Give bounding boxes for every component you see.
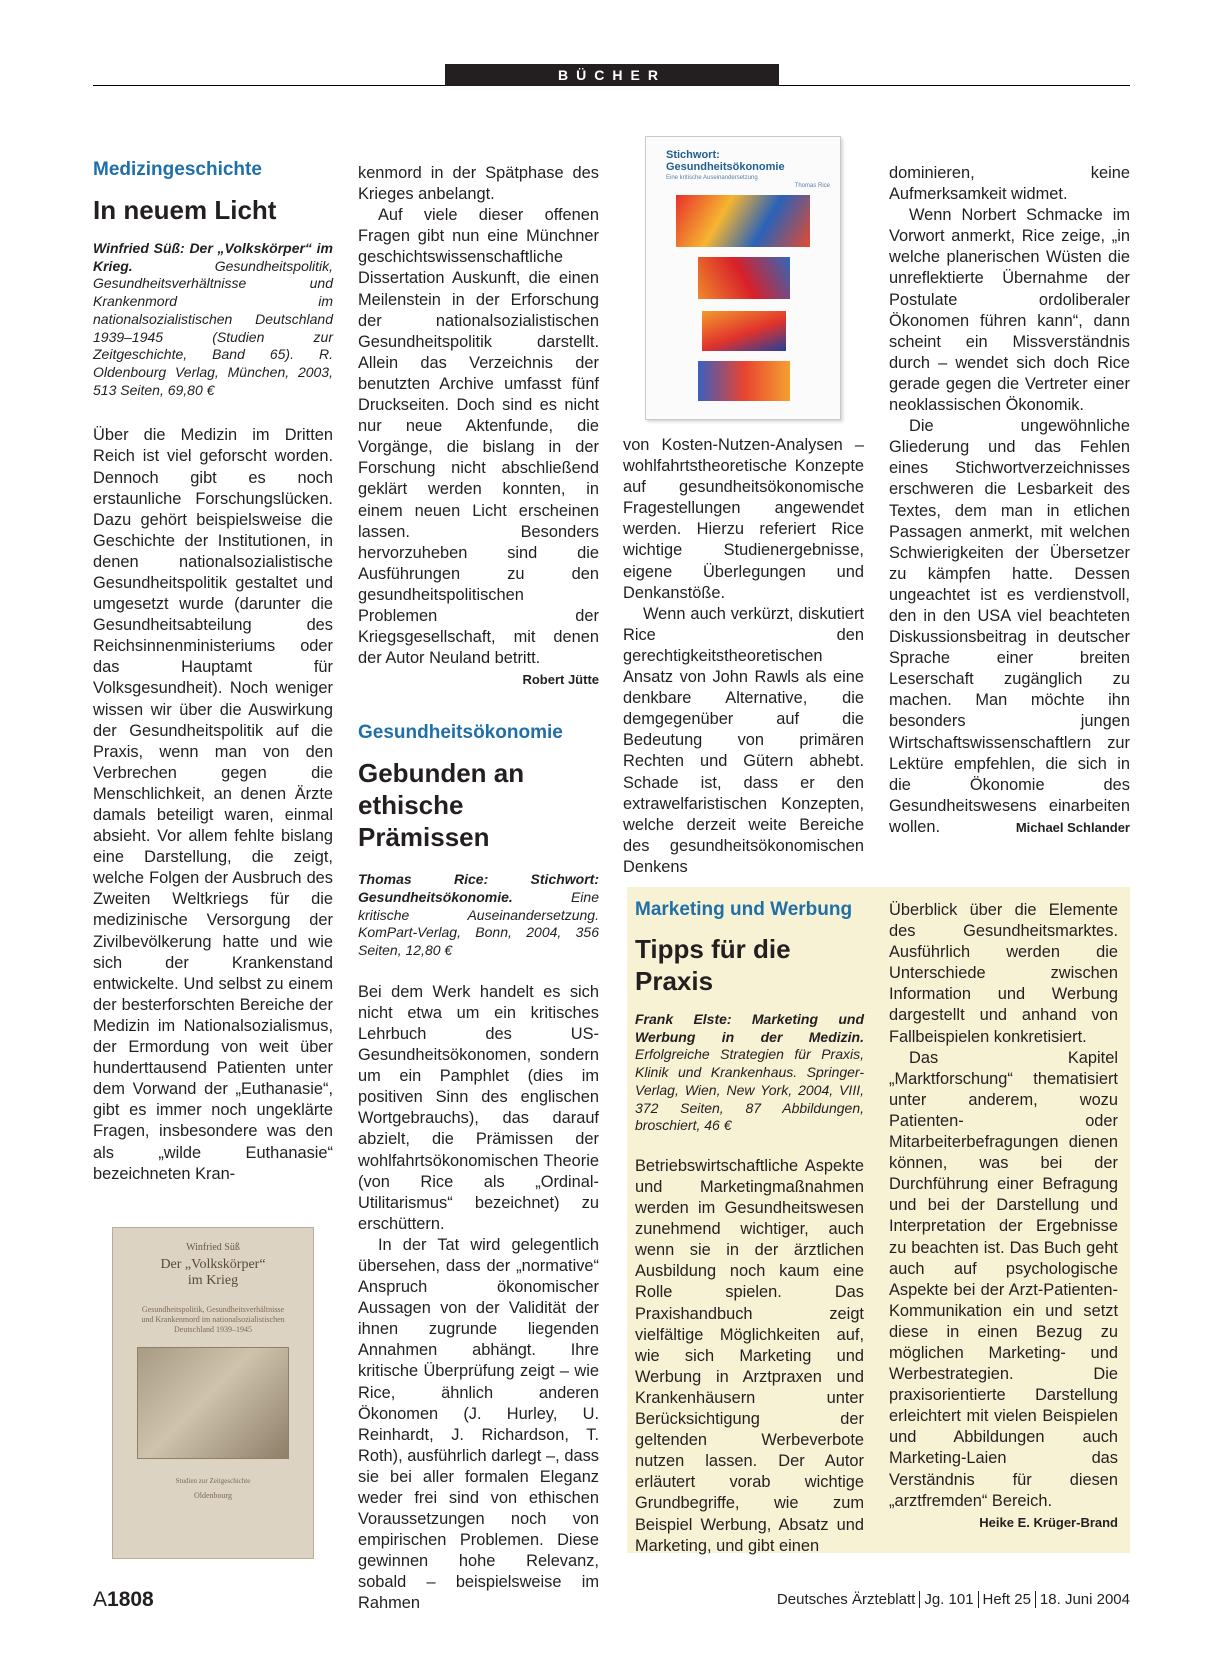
cover-author: Winfried Süß xyxy=(186,1242,240,1253)
cover-artwork-1 xyxy=(676,195,810,247)
book-reference xyxy=(93,240,333,399)
book-cover-image xyxy=(645,136,841,420)
article-medizingeschichte xyxy=(93,158,333,1185)
journal-volume: Jg. 101 xyxy=(924,1591,974,1608)
book-reference xyxy=(635,1011,864,1135)
article-kicker: Marketing und Werbung xyxy=(635,899,853,920)
article-paragraph: Über die Medizin im Dritten Reich ist viel geforscht worden. Dennoch gibt es noch erstaunliche Forschungslücken. Dazu gehört beispielsweise die Geschichte der Institutionen, in denen nationalsozialistische Gesundheitspolitik gestaltet und umgesetzt wurde (darunter die Gesundheitsabteilung des Reichsinnenministeriums oder das Hauptamt für Volksgesundheit). Noch weniger wissen wir über die Auswirkung der Gesundheitspolitik auf die Praxis, wenn man von den Verbrechen gegen die Menschlichkeit, an denen Ärzte damals beteiligt waren, einmal absieht. Vor allem fehlte bislang eine Darstellung, die zeigt, welche Folgen der Ausbruch des Zweiten Weltkriegs für die medizinische Versorgung der Zivilbevölkerung hatte und wie sich der Krankenstand entwickelte. Und selbst zu einem der besterforschten Bereiche der Medizin im Nationalsozialismus, der Ermordung von weit über hunderttausend Patienten unter dem Vorwand der „Euthanasie“, gibt es immer noch ungeklärte Fragen, insbesondere was den als „wilde Euthanasie“ bezeichneten Kran- xyxy=(93,426,333,1183)
cover-subtitle: Gesundheitspolitik, Gesundheitsverhältnisse und Krankenmord im nationalsozialistischen Deutschland 1939–1945 xyxy=(141,1305,285,1334)
article-paragraph: Überblick über die Elemente des Gesundheitsmarktes. Ausführlich werden die Unterschiede zwischen Information und Werbung dargestellt und anhand von Fallbeispielen konkretisiert. xyxy=(889,901,1118,1046)
book-author-title: Thomas Rice: Stichwort: Gesundheitsökonomie. xyxy=(358,871,599,905)
cover-artwork-2 xyxy=(698,257,790,299)
cover-title-line2: im Krieg xyxy=(187,1273,239,1288)
article-paragraph: Betriebswirtschaftliche Aspekte und Marketingmaßnahmen werden im Gesundheitswesen zunehmend wichtiger, auch wenn sie in der ärztlichen Ausbildung noch kaum eine Rolle spielen. Das Praxishandbuch zeigt vielfältige Möglichkeiten auf, wie sich Marketing und Werbung in Arztpraxen und Krankenhäusern unter Berücksichtigung der geltenden Werbeverbote nutzen lassen. Der Autor erläutert vorab wichtige Grundbegriffe, wie zum Beispiel Werbung, Absatz und Marketing, und gibt einen xyxy=(635,1156,864,1555)
cover-title-line2: Gesundheitsökonomie xyxy=(666,161,785,173)
page-number xyxy=(93,1588,154,1612)
marketing-column-2 xyxy=(889,900,1118,1533)
cover-author: Thomas Rice xyxy=(794,183,830,189)
article-author: Michael Schlander xyxy=(1015,819,1130,835)
paragraph-text: Die ungewöhnliche Gliederung und das Fehlen eines Stichwortverzeichnisses erschweren die Lesbarkeit des Textes, dem man in etlichen Passagen anmerkt, mit welchen Schwierigkeiten der Übersetzer zu kämpfen hatte. Dessen ungeachtet ist es verdienstvoll, den in den USA viel beachteten Diskussionsbeitrag in deutscher Sprache einer breiten Leserschaft zugänglich zu machen. Man möchte ihn besonders jungen Wirtschaftswissenschaftlern zur Lektüre empfehlen, die sich in die Ökonomie des Gesundheitswesens einarbeiten wollen. xyxy=(889,417,1130,836)
cover-series: Studien zur Zeitgeschichte xyxy=(175,1477,251,1485)
article-author: Heike E. Krüger-Brand xyxy=(979,1514,1118,1530)
book-author-title: Winfried Süß: Der „Volkskörper“ im Krieg. xyxy=(93,240,333,274)
column-4 xyxy=(889,163,1130,838)
column-2 xyxy=(358,163,599,1615)
section-label: BÜCHER xyxy=(445,64,779,86)
article-paragraph: kenmord in der Spätphase des Krieges anbelangt. xyxy=(358,164,599,204)
book-details: Gesundheitspolitik, Gesundheitsverhältnisse und Krankenmord im nationalsozialistischen Deutschland 1939–1945 (Studien zur Zeitgeschichte, Band 65). R. Oldenbourg Verlag, München, 2003, 513 Seiten, 69,80 € xyxy=(93,257,333,398)
cover-title-line1: Der „Volkskörper“ xyxy=(160,1257,266,1272)
article-marketing xyxy=(635,898,864,1557)
article-paragraph: Bei dem Werk handelt es sich nicht etwa um ein kritisches Lehrbuch des US-Gesundheitsökonomen, sondern um ein Pamphlet (dies im positiven Sinn des englischen Wortgebrauchs), das darauf abzielt, die Prämissen der wohlfahrtsökonomischen Theorie (von Rice als „Ordinal-Utilitarismus“ bezeichnet) zu erschüttern. xyxy=(358,982,599,1233)
journal-date: 18. Juni 2004 xyxy=(1039,1591,1130,1608)
paragraph-text: Auf viele dieser offenen Fragen gibt nun eine Münchner geschichtswissenschaftliche Dissertation Auskunft, die einen Meilenstein in der Erforschung der nationalsozialistischen Gesundheitspolitik darstellt. Allein das Verzeichnis der benutzten Archive umfasst fünf Druckseiten. Doch sind es nicht nur neue Aktenfunde, die Vorgänge, die bislang in der Forschung nicht abschließend geklärt werden konnten, in einem neuen Licht erscheinen lassen. Besonders hervorzuheben sind die Ausführungen zu den gesundheitspolitischen Problemen der Kriegsgesellschaft, mit denen der Autor Neuland betritt. xyxy=(358,206,599,668)
journal-issue: Heft 25 xyxy=(982,1591,1031,1608)
article-paragraph: In der Tat wird gelegentlich übersehen, dass der „normative“ Anspruch ökonomischer Aussagen von der Validität der ihnen zugrunde liegenden Annahmen abhängt. Ihre kritische Überprüfung zeigt – wie Rice, ähnlich anderen Ökonomen (J. Hurley, U. Reinhardt, J. Richardson, T. Roth), ausführlich darlegt –, dass sie bei aller formalen Eleganz weder frei sind von ethischen Voraussetzungen noch von empirischen Problemen. Diese gewinnen hohe Relevanz, sobald – beispielsweise im Rahmen xyxy=(358,1235,599,1613)
cover-subtitle: Eine kritische Auseinandersetzung xyxy=(666,175,758,181)
page-prefix: A xyxy=(93,1588,108,1611)
article-kicker: Medizingeschichte xyxy=(93,159,262,180)
article-author: Robert Jütte xyxy=(522,672,599,688)
article-paragraph xyxy=(358,205,599,688)
cover-title-line1: Stichwort: xyxy=(666,149,720,161)
article-paragraph: von Kosten-Nutzen-Analysen – wohlfahrtstheoretische Konzepte auf gesundheitsökonomische Fragestellungen angewendet werden. Hierzu referiert Rice wichtige Studienergebnisse, eigene Überlegungen und Denkanstöße. xyxy=(623,436,864,602)
article-title: Tipps für die Praxis xyxy=(635,934,791,996)
cover-publisher: Oldenbourg xyxy=(193,1491,233,1500)
book-details: Eine kritische Auseinandersetzung. KomPart-Verlag, Bonn, 2004, 356 Seiten, 12,80 € xyxy=(358,888,599,959)
paragraph-text: Das Kapitel „Marktforschung“ thematisiert unter anderem, wozu Patienten- oder Mitarbeiterbefragungen dienen können, was bei der Durchführung einer Befragung und bei der Darstellung und Interpretation der Ergebnisse zu beachten ist. Das Buch geht auch auf psychologische Aspekte bei der Arzt-Patienten-Kommunikation ein und setzt diese in einen Bezug zu möglichen Marketing- und Werbestrategien. Die praxisorientierte Darstellung erleichtert mit vielen Beispielen und Abbildungen auch Marketing-Laien das Verständnis für diesen „arztfremden“ Bereich. xyxy=(889,1048,1118,1510)
article-title: Gebunden an ethische Prämissen xyxy=(358,758,525,853)
article-title: In neuem Licht xyxy=(93,195,277,225)
cover-illustration xyxy=(137,1347,289,1459)
journal-name: Deutsches Ärzteblatt xyxy=(776,1591,916,1608)
cover-artwork-4 xyxy=(698,361,790,401)
book-reference xyxy=(358,871,599,960)
book-details: Erfolgreiche Strategien für Praxis, Klinik und Krankenhaus. Springer-Verlag, Wien, New York, 2004, VIII, 372 Seiten, 87 Abbildungen, broschiert, 46 € xyxy=(635,1046,864,1134)
article-paragraph xyxy=(889,1048,1118,1530)
journal-info xyxy=(777,1591,1130,1608)
article-paragraph: dominieren, keine Aufmerksamkeit widmet. xyxy=(889,164,1130,204)
article-kicker: Gesundheitsökonomie xyxy=(358,722,563,744)
cover-artwork-3 xyxy=(702,311,786,351)
article-paragraph: Wenn auch verkürzt, diskutiert Rice den gerechtigkeitstheoretischen Ansatz von John Rawls als eine denkbare Alternative, die demgegenüber auf die Bedeutung von primären Rechten und Gütern abhebt. Schade ist, dass er den extrawelfaristischen Konzepten, welche derzeit weite Bereiche des gesundheitsökonomischen Denkens xyxy=(623,604,864,876)
article-paragraph xyxy=(889,416,1130,838)
column-3 xyxy=(623,435,864,878)
page-number-value: 1808 xyxy=(107,1588,154,1611)
book-author-title: Frank Elste: Marketing und Werbung in der Medizin. xyxy=(635,1011,864,1045)
book-cover-image xyxy=(112,1227,314,1559)
article-paragraph: Wenn Norbert Schmacke im Vorwort anmerkt, Rice zeige, „in welche planerischen Wüsten die unreflektierte Übernahme der Postulate ordoliberaler Ökonomen führen kann“, dann scheint ein Missverständnis durch – wendet sich doch Rice gerade gegen die Vertreter einer neoklassischen Ökonomik. xyxy=(889,206,1130,415)
